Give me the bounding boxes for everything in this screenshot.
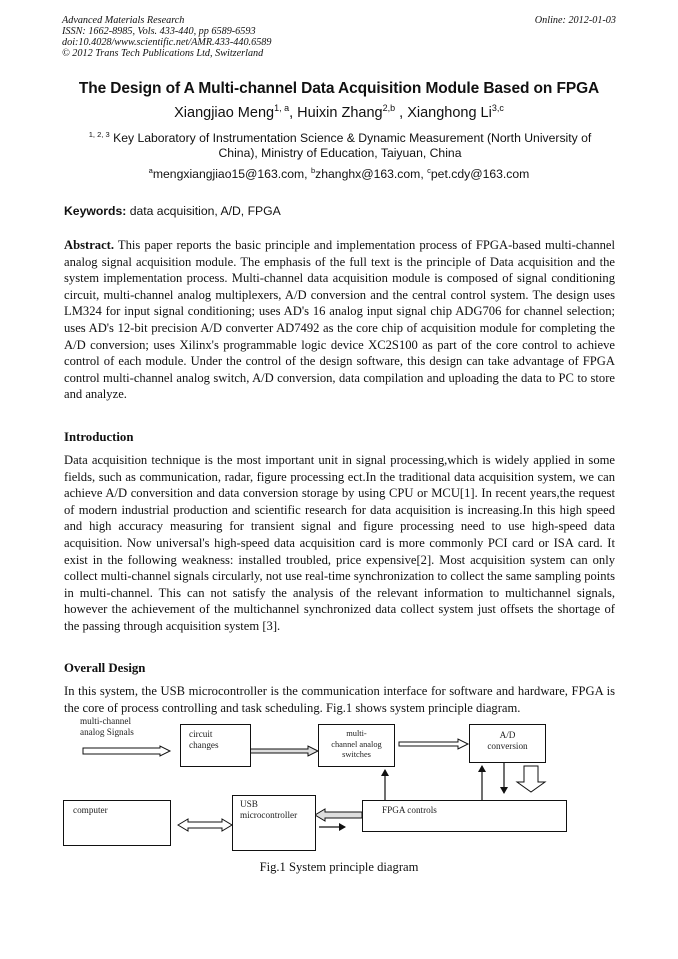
keywords-label: Keywords:: [64, 204, 127, 218]
email-link[interactable]: zhanghx@163.com: [315, 167, 421, 181]
affiliation: [80, 131, 600, 161]
author-list: [0, 105, 678, 121]
copyright-line: © 2012 Trans Tech Publications Ltd, Switzerland: [62, 48, 264, 59]
separator: ,: [289, 105, 298, 121]
input-signal-label: multi-channel analog Signals: [80, 716, 134, 737]
figure-caption: Fig.1 System principle diagram: [259, 860, 419, 874]
analog-switches-block: multi- channel analog switches: [318, 724, 395, 767]
author-sup: 2,b: [382, 103, 396, 114]
section-heading-introduction: Introduction: [64, 430, 134, 444]
paper-title: The Design of A Multi-channel Data Acquisition Module Based on FPGA: [78, 80, 600, 97]
doi-line: doi:10.4028/www.scientific.net/AMR.433-440.6589: [62, 37, 272, 48]
overall-design-text: In this system, the USB microcontroller is the communication interface for software and hardware, FPGA is the core of process controlling and task scheduling. Fig.1 shows system principle diagram.: [64, 684, 615, 715]
author-sup: 3,c: [491, 103, 504, 114]
author-name: Huixin Zhang: [297, 105, 383, 121]
keywords: [64, 204, 281, 218]
email-sup: b: [310, 165, 316, 175]
author-name: Xiangjiao Meng: [174, 105, 275, 121]
computer-usb-double-arrow-icon: [178, 819, 232, 831]
email-link[interactable]: pet.cdy@163.com: [430, 167, 530, 181]
email-sup: a: [148, 165, 153, 175]
email-list: $^a$mengxiangjiao15@163.com, $^b$zhanghx@163.com, $^c$pet.cdy@163.com: [148, 165, 530, 181]
author-sup: 1, a: [274, 103, 290, 114]
journal-header: [62, 15, 616, 59]
circuit-changes-block: circuit changes: [180, 724, 251, 767]
affiliation-sup: 1, 2, 3: [88, 129, 110, 139]
email-sup: c: [427, 165, 431, 175]
ad-conversion-block: A/D conversion: [469, 724, 546, 763]
journal-name: Advanced Materials Research: [62, 15, 185, 26]
fpga-to-usb-arrow-icon: [315, 809, 362, 821]
abstract-text: This paper reports the basic principle and implementation process of FPGA-based multi-channel analog signal acquisition module. The emphasis of the full text is the principle of Data acquisition and the system implementation process. Multi-channel data acquisition module is composed of signal conditioning circuit, multi-channel analog multiplexers, A/D conversion and the central control system. The design uses LM324 for input signal conditioning; uses AD's 16 analog input signal chip ADG706 for channel selection; uses AD's 12-bit precision A/D converter AD7492 as the core chip of acquisition module for completing the A/D conversion; uses Xilinx's programmable logic device XC2S100 as part of the core control to achieve control of each module. Under the control of the design software, this design can take advantage of FPGA control multi-channel analog switch, A/D conversion, data compilation and uploading the data to PC to store and analyze.: [64, 238, 615, 402]
adc-data-arrow-icon: [517, 766, 545, 792]
abstract: [64, 237, 615, 403]
author-name: Xianghong Li: [407, 105, 492, 121]
introduction-text: Data acquisition technique is the most important unit in signal processing,which is widely applied in some fields, such as communication, radar, figure processing ect.In the traditional data acquisition system, we can achieve A/D conversition and data conversion storage by using CPU or MCU[1]. In recent years,the request of modern industrial production and scientific research for data acquisition is increasing.In this high speed and high accuracy measuring for transient signal and figure processing need to use high-speed data acquisition. Now universal's high-speed data acquisition card is more commonly PCI card or ISA card. It exist in the following weakness: installed troubled, price expensive[2]. Most acquisition system can only collect multi-channel signals circularly, not use real-time synchronization to collect the same sampling points in multi-channel. This can not satisfy the analysis of the relevant information to multichannel signals, however the achievement of the multichannel synchronized data collect system just offsets the shortage of the passing through acquisition system [3].: [64, 453, 615, 633]
usb-microcontroller-block: USB microcontroller: [232, 795, 316, 851]
fpga-controls-block: FPGA controls: [362, 800, 567, 832]
section-heading-overall-design: Overall Design: [64, 661, 146, 675]
affiliation-text: Key Laboratory of Instrumentation Science & Dynamic Measurement (North University of China), Ministry of Education, Taiyuan, China: [113, 131, 592, 160]
abstract-label: Abstract.: [64, 238, 115, 252]
keywords-value: data acquisition, A/D, FPGA: [129, 204, 281, 218]
issn-line: ISSN: 1662-8985, Vols. 433-440, pp 6589-6593: [62, 26, 256, 37]
computer-block: computer: [63, 800, 171, 846]
switches-to-adc-arrow-icon: [399, 739, 468, 749]
online-date: Online: 2012-01-03: [534, 15, 616, 26]
input-arrow-icon: [83, 746, 170, 756]
separator: ,: [395, 105, 408, 121]
email-link[interactable]: mengxiangjiao15@163.com: [152, 167, 305, 181]
circuit-to-switches-arrow-icon: [250, 746, 318, 756]
